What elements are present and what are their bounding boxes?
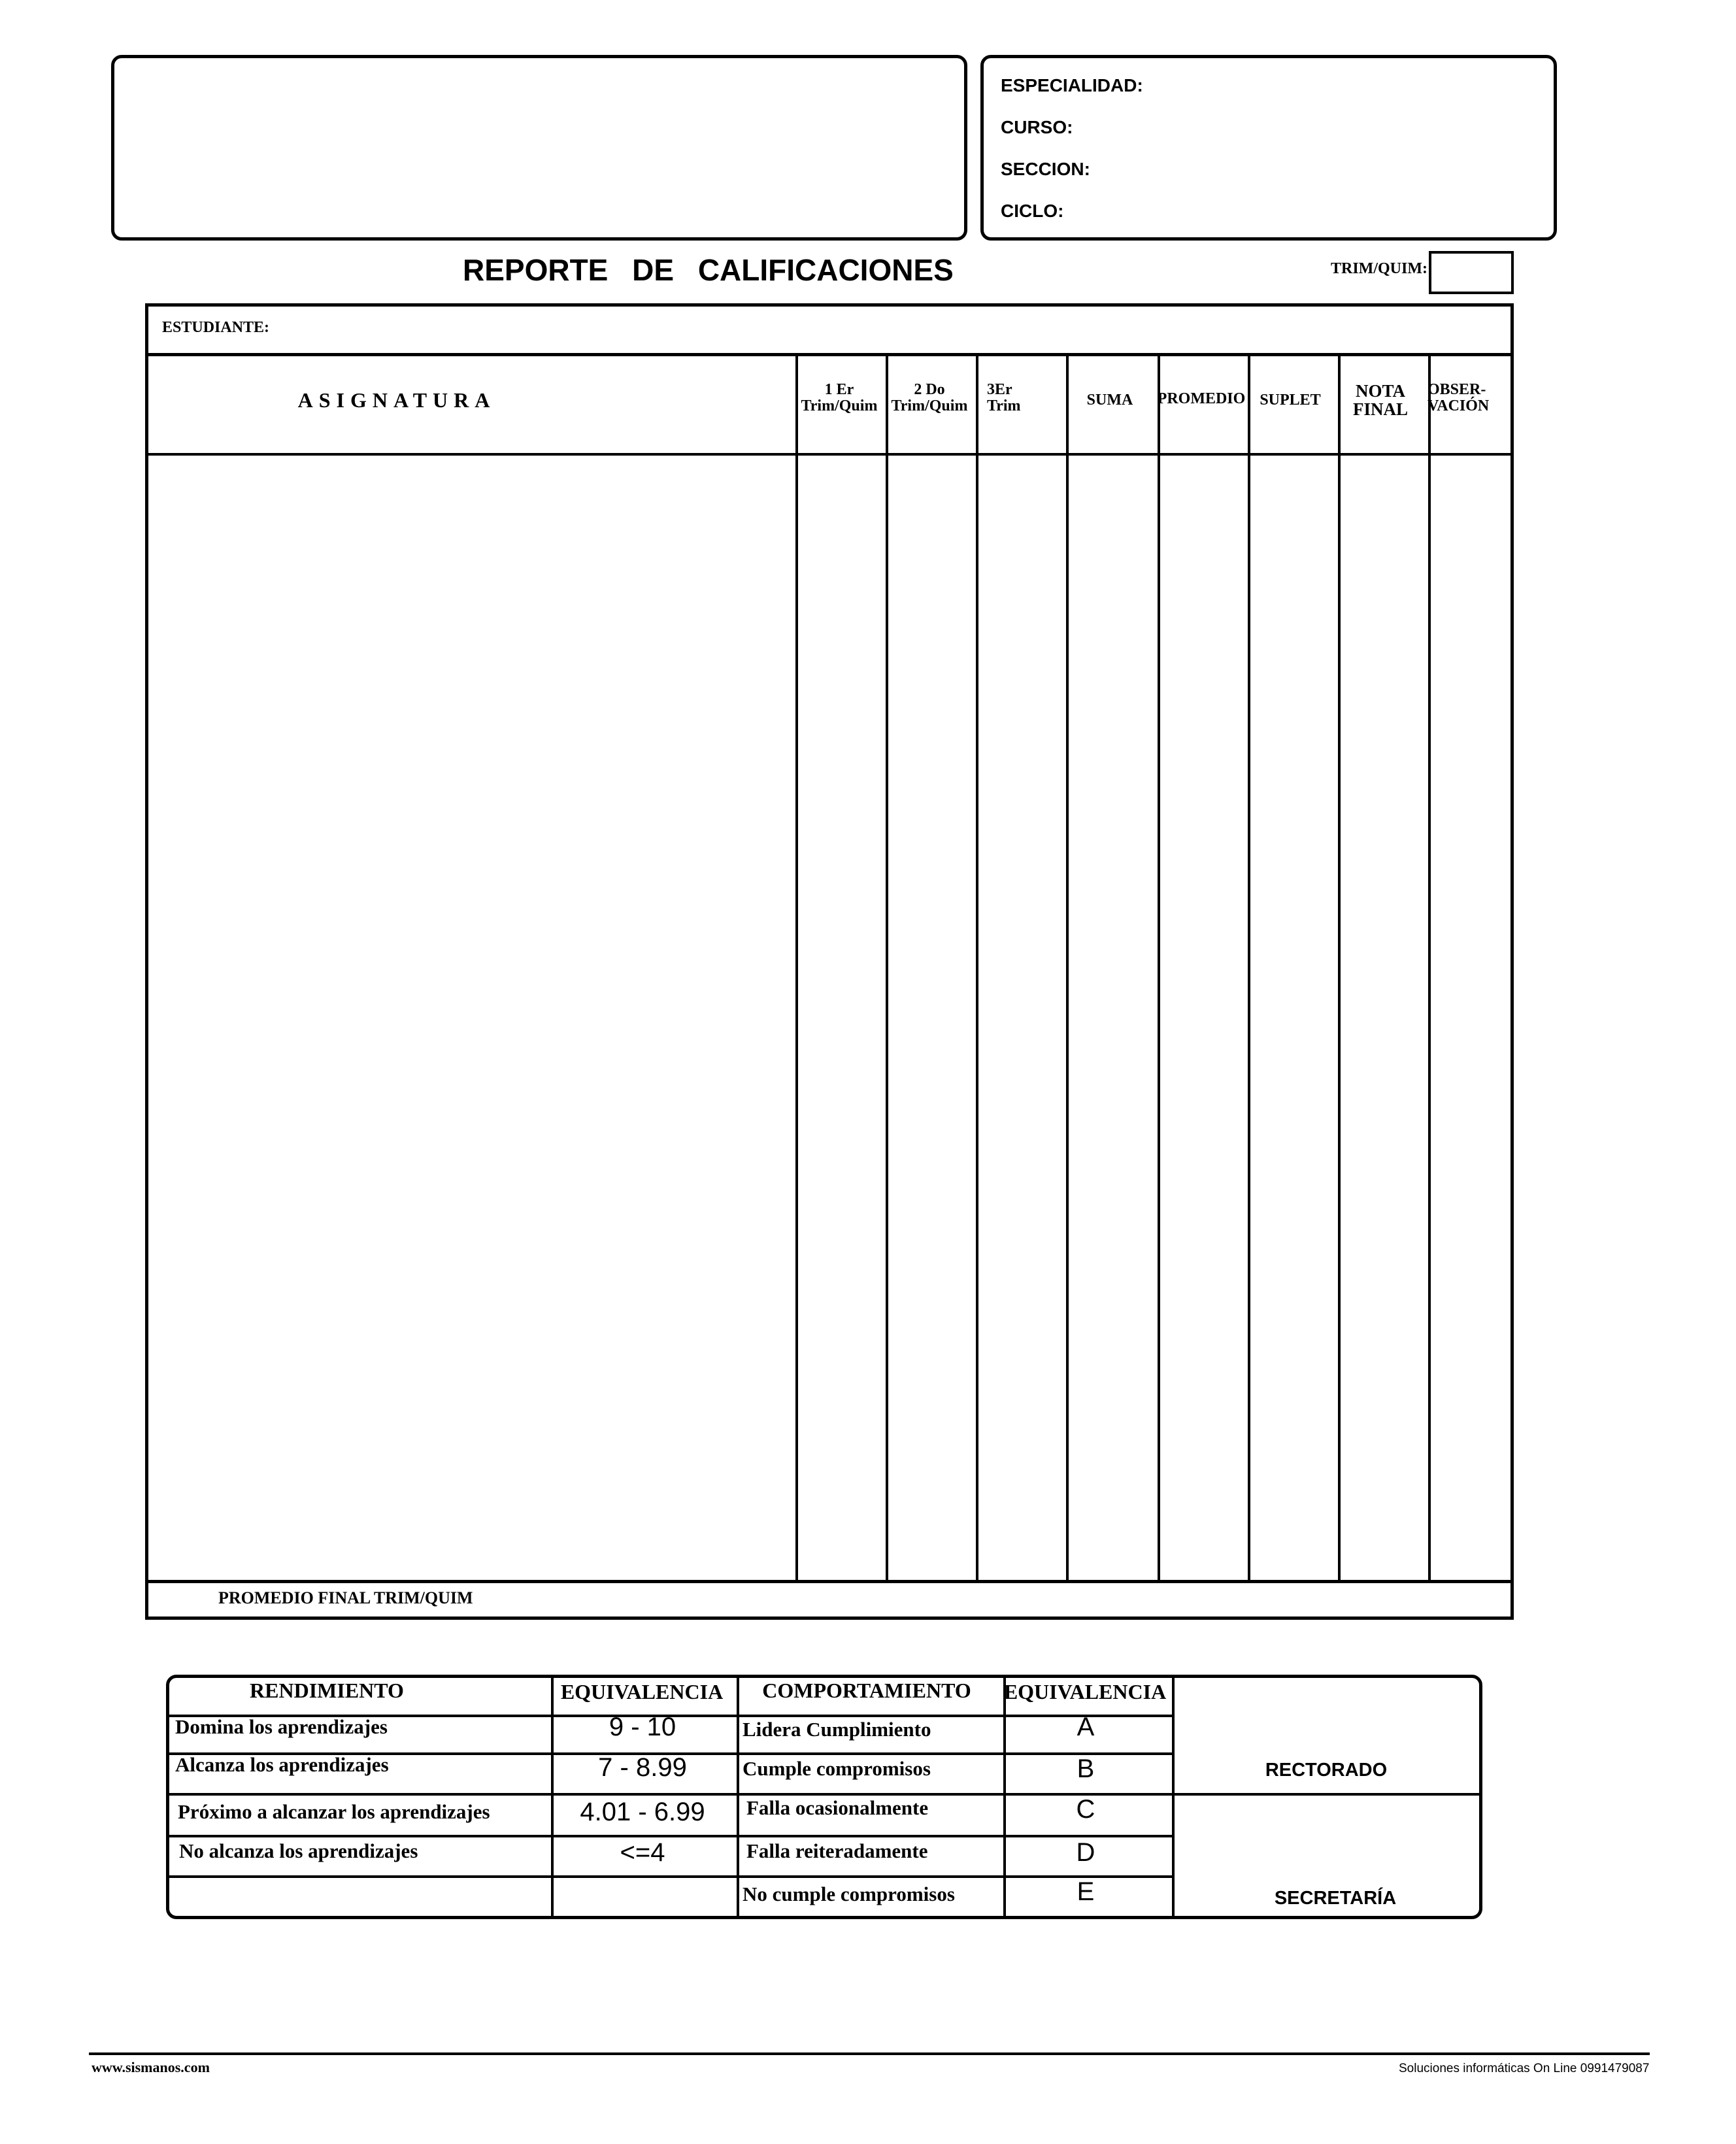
legend-row-divider xyxy=(169,1835,1175,1837)
nota-final-header xyxy=(1336,382,1425,419)
comportamiento-equivalence: B xyxy=(1077,1754,1095,1783)
observacion-header-line1: OBSER- xyxy=(1427,381,1486,398)
col-divider xyxy=(1338,356,1341,1580)
col-divider xyxy=(1066,356,1069,1580)
especialidad-label: ESPECIALIDAD: xyxy=(1001,75,1143,95)
trim2-header-line2: Trim/Quim xyxy=(891,397,968,415)
comportamiento-label: Falla ocasionalmente xyxy=(746,1796,929,1819)
ciclo-label: CICLO: xyxy=(1001,201,1064,221)
col-divider xyxy=(976,356,978,1580)
col-divider xyxy=(1158,356,1160,1580)
school-info-box xyxy=(111,55,967,241)
comportamiento-label: Cumple compromisos xyxy=(743,1757,931,1780)
trim1-header xyxy=(795,382,884,414)
footer-rule xyxy=(89,2052,1650,2055)
secretaria-signature-label: SECRETARÍA xyxy=(1274,1888,1397,1909)
rendimiento-header: RENDIMIENTO xyxy=(250,1679,404,1702)
student-label: ESTUDIANTE: xyxy=(162,319,270,336)
footer-row-divider xyxy=(148,1580,1511,1583)
rendimiento-equivalence: 9 - 10 xyxy=(609,1713,676,1741)
trim3-header-line1: 3Er xyxy=(987,381,1012,398)
nota-final-header-line1: NOTA xyxy=(1355,381,1405,401)
col-divider xyxy=(795,356,798,1580)
observacion-header xyxy=(1427,382,1512,414)
nota-final-header-line2: FINAL xyxy=(1352,399,1408,420)
comportamiento-equivalence: D xyxy=(1076,1838,1095,1867)
suplet-header: SUPLET xyxy=(1260,392,1321,409)
comportamiento-equivalence: E xyxy=(1077,1877,1095,1906)
comportamiento-label: Lidera Cumplimiento xyxy=(743,1718,931,1741)
comportamiento-equivalence: A xyxy=(1077,1713,1095,1741)
trim2-header xyxy=(885,382,974,414)
legend-col-divider xyxy=(1172,1678,1175,1916)
seccion-label: SECCION: xyxy=(1001,159,1090,179)
rectorado-signature-label: RECTORADO xyxy=(1265,1760,1388,1781)
legend-col-divider xyxy=(737,1678,739,1916)
footer-company: Soluciones informáticas On Line 0991479087 xyxy=(1399,2062,1650,2075)
signature-divider xyxy=(1172,1793,1479,1796)
rendimiento-equivalence: <=4 xyxy=(620,1838,665,1867)
course-info-box xyxy=(980,55,1557,241)
rendimiento-label: Alcanza los aprendizajes xyxy=(175,1753,389,1776)
grades-table xyxy=(145,303,1514,1620)
col-divider xyxy=(1248,356,1250,1580)
asignatura-header: ASIGNATURA xyxy=(297,388,496,412)
equivalencia-header: EQUIVALENCIA xyxy=(560,1680,724,1703)
trim-quim-field[interactable] xyxy=(1429,251,1514,294)
trim1-header-line1: 1 Er xyxy=(824,381,854,398)
trim3-header xyxy=(987,382,1039,414)
trim-quim-label: TRIM/QUIM: xyxy=(1331,260,1427,277)
header-row-divider xyxy=(148,453,1511,456)
comportamiento-header: COMPORTAMIENTO xyxy=(762,1679,971,1702)
col-divider xyxy=(886,356,888,1580)
trim3-header-line2: Trim xyxy=(987,397,1021,415)
rendimiento-label: Próximo a alcanzar los aprendizajes xyxy=(178,1800,490,1823)
rendimiento-equivalence: 4.01 - 6.99 xyxy=(580,1798,705,1826)
rendimiento-label: No alcanza los aprendizajes xyxy=(179,1839,418,1862)
comportamiento-label: No cumple compromisos xyxy=(743,1883,955,1905)
equivalencia-header-2: EQUIVALENCIA xyxy=(1003,1680,1167,1703)
footer-website: www.sismanos.com xyxy=(92,2059,210,2075)
curso-label: CURSO: xyxy=(1001,117,1073,137)
trim1-header-line2: Trim/Quim xyxy=(801,397,878,415)
trim2-header-line1: 2 Do xyxy=(914,381,945,398)
rendimiento-label: Domina los aprendizajes xyxy=(175,1715,388,1738)
report-title: REPORTE DE CALIFICACIONES xyxy=(463,253,954,287)
promedio-final-label: PROMEDIO FINAL TRIM/QUIM xyxy=(218,1588,473,1607)
rendimiento-equivalence: 7 - 8.99 xyxy=(598,1753,687,1782)
promedio-header: PROMEDIO xyxy=(1157,390,1246,407)
comportamiento-label: Falla reiteradamente xyxy=(746,1839,928,1862)
comportamiento-equivalence: C xyxy=(1076,1795,1095,1824)
suma-header: SUMA xyxy=(1086,392,1133,409)
observacion-header-line2: VACIÓN xyxy=(1427,397,1490,415)
col-divider xyxy=(1428,356,1431,1580)
student-row-divider xyxy=(148,353,1511,356)
